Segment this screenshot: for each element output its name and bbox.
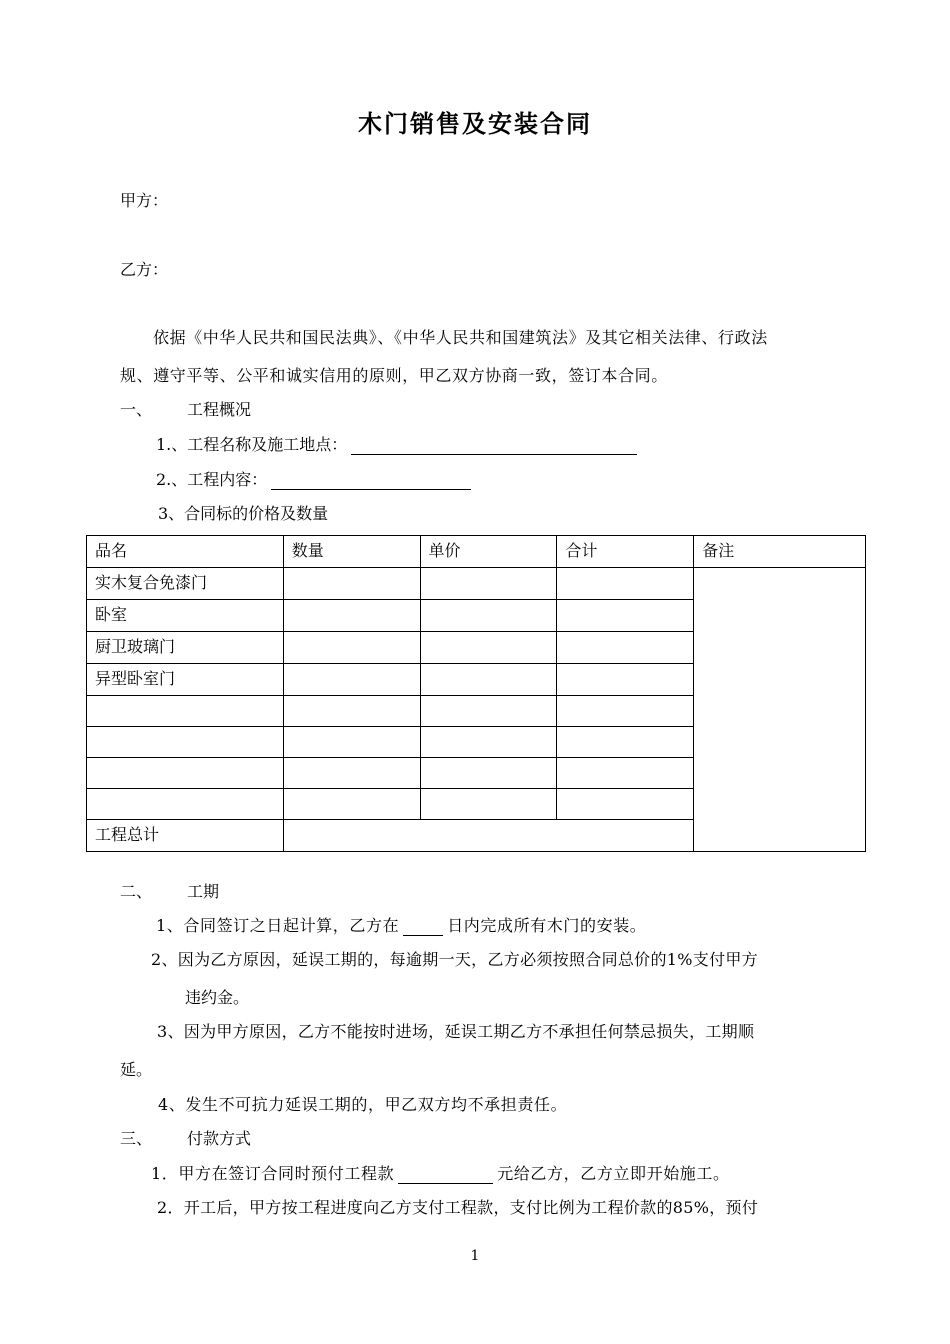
project-name-label: 1.、工程名称及施工地点：: [156, 435, 348, 454]
quantity-cell[interactable]: [283, 696, 420, 727]
section-1-item-2: [156, 470, 471, 490]
header-unit-price: 单价: [420, 536, 557, 568]
section-2-title: 工期: [187, 882, 220, 901]
unit-price-cell[interactable]: [420, 664, 557, 696]
row-product-name: 厨卫玻璃门: [87, 632, 284, 664]
project-name-blank[interactable]: [351, 438, 637, 455]
prepayment-suffix: 元给乙方，乙方立即开始施工。: [497, 1164, 730, 1183]
remarks-cell[interactable]: [694, 568, 866, 852]
total-cell[interactable]: [557, 727, 694, 758]
section-2-item-3-line-2: 延。: [120, 1060, 153, 1079]
table-row: [87, 568, 866, 600]
party-a-label: 甲方：: [120, 191, 169, 210]
project-content-label: 2.、工程内容：: [156, 470, 268, 489]
unit-price-cell[interactable]: [420, 696, 557, 727]
section-2-item-3-line-1: 3、因为甲方原因，乙方不能按时进场，延误工期乙方不承担任何禁忌损失，工期顺: [157, 1022, 755, 1041]
unit-price-cell[interactable]: [420, 600, 557, 632]
duration-suffix: 日内完成所有木门的安装。: [447, 916, 647, 935]
section-2-item-4: 4、发生不可抗力延误工期的，甲乙双方均不承担责任。: [158, 1095, 568, 1114]
total-cell[interactable]: [557, 568, 694, 600]
product-name-cell[interactable]: [87, 789, 284, 820]
price-quantity-table: [86, 535, 866, 852]
total-cell[interactable]: [557, 632, 694, 664]
product-name-cell[interactable]: [87, 758, 284, 789]
unit-price-cell[interactable]: [420, 789, 557, 820]
section-2-item-2-line-2: 违约金。: [185, 988, 250, 1007]
header-remarks: 备注: [694, 536, 866, 568]
prepayment-label: 1．甲方在签订合同时预付工程款: [151, 1164, 395, 1183]
header-product-name: 品名: [87, 536, 284, 568]
product-name-cell[interactable]: [87, 696, 284, 727]
section-1-item-3: 3、合同标的价格及数量: [158, 504, 329, 523]
unit-price-cell[interactable]: [420, 758, 557, 789]
section-1-title: 工程概况: [187, 400, 252, 419]
section-2-item-2-line-1: 2、因为乙方原因，延误工期的，每逾期一天，乙方必须按照合同总价的1%支付甲方: [151, 950, 758, 969]
row-product-name: 异型卧室门: [87, 664, 284, 696]
quantity-cell[interactable]: [283, 568, 420, 600]
intro-line-2: 规、遵守平等、公平和诚实信用的原则，甲乙双方协商一致，签订本合同。: [120, 366, 668, 385]
total-cell[interactable]: [557, 696, 694, 727]
quantity-cell[interactable]: [283, 664, 420, 696]
section-3-item-1: [151, 1164, 730, 1184]
total-label: 工程总计: [87, 820, 284, 852]
duration-days-blank[interactable]: [403, 919, 443, 936]
product-name-cell[interactable]: [87, 727, 284, 758]
section-1-number: 一、: [120, 400, 153, 419]
grand-total-cell[interactable]: [283, 820, 693, 852]
unit-price-cell[interactable]: [420, 568, 557, 600]
prepayment-amount-blank[interactable]: [398, 1167, 493, 1184]
total-cell[interactable]: [557, 758, 694, 789]
quantity-cell[interactable]: [283, 758, 420, 789]
section-3-item-2: 2．开工后，甲方按工程进度向乙方支付工程款，支付比例为工程价款的85%，预付: [157, 1198, 759, 1217]
intro-line-1: 依据《中华人民共和国民法典》、《中华人民共和国建筑法》及其它相关法律、行政法: [153, 328, 768, 347]
section-2-item-1: [156, 916, 646, 936]
row-product-name: 卧室: [87, 600, 284, 632]
duration-label: 1、合同签订之日起计算，乙方在: [156, 916, 400, 935]
total-cell[interactable]: [557, 789, 694, 820]
unit-price-cell[interactable]: [420, 727, 557, 758]
total-cell[interactable]: [557, 600, 694, 632]
table-header-row: [87, 536, 866, 568]
quantity-cell[interactable]: [283, 600, 420, 632]
unit-price-cell[interactable]: [420, 632, 557, 664]
section-3-title: 付款方式: [187, 1129, 252, 1148]
row-product-name: 实木复合免漆门: [87, 568, 284, 600]
page-number: 1: [470, 1248, 480, 1264]
section-1-item-1: [156, 435, 637, 455]
total-cell[interactable]: [557, 664, 694, 696]
document-title: 木门销售及安装合同: [358, 110, 592, 138]
quantity-cell[interactable]: [283, 727, 420, 758]
party-b-label: 乙方：: [120, 260, 169, 279]
section-3-number: 三、: [120, 1129, 153, 1148]
project-content-blank[interactable]: [271, 473, 471, 490]
quantity-cell[interactable]: [283, 632, 420, 664]
section-2-number: 二、: [120, 882, 153, 901]
header-total: 合计: [557, 536, 694, 568]
header-quantity: 数量: [283, 536, 420, 568]
quantity-cell[interactable]: [283, 789, 420, 820]
